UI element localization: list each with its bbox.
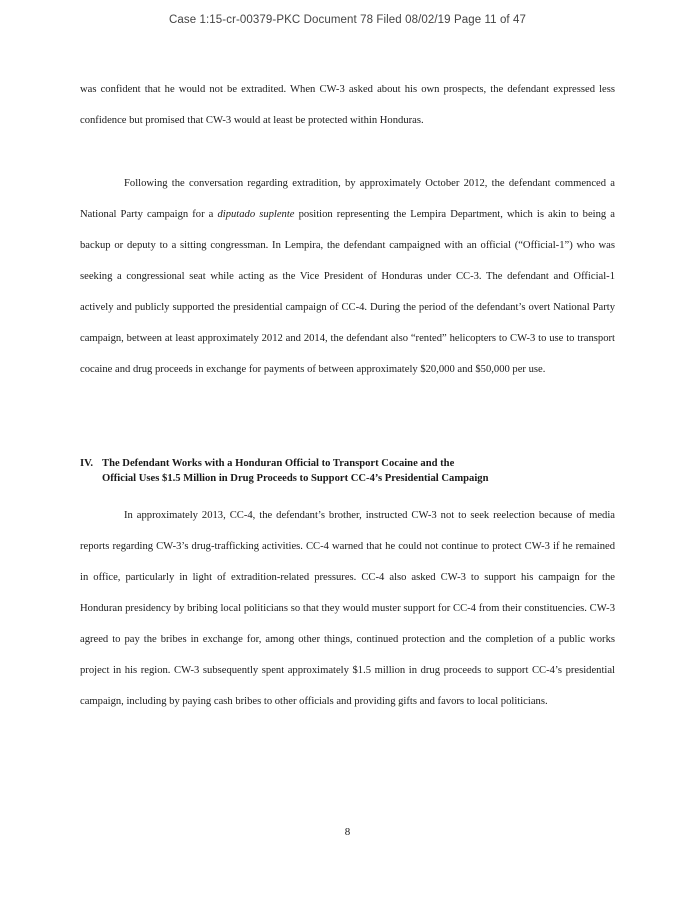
paragraph-2-part-2: position representing the Lempira Department, which is akin to being a backup or deputy to a sitting congressman. In Lempira, the defendant campaigned with an official (“Official-1”) who was seeking a congressional seat while acting as the Vice President of Honduras under CC-3. The defendant and Official-1 actively and publicly supported the presidential campaign of CC-4. During the period of the defendant’s overt National Party campaign, between at least approximately 2012 and 2014, the defendant also “rented” helicopters to CW-3 to use to transport cocaine and drug proceeds in exchange for payments of between approximately $20,000 and $50,000 per use. bbox=[80, 209, 615, 375]
section-heading-text-1: The Defendant Works with a Honduran Official to Transport Cocaine and the bbox=[102, 458, 455, 469]
paragraph-2-part-1: Following the conversation regarding extradition, by approximately October 2012, the defendant commenced a National Party campaign for a bbox=[80, 178, 615, 220]
section-heading-line-1 bbox=[80, 456, 615, 471]
page-number: 8 bbox=[344, 826, 351, 838]
section-heading-iv bbox=[80, 456, 615, 486]
paragraph-bribes: In approximately 2013, CC-4, the defendant’s brother, instructed CW-3 not to seek reelection because of media reports regarding CW-3’s drug-trafficking activities. CC-4 warned that he could not continue to protect CW-3 if he remained in office, particularly in light of extradition-related pressures. CC-4 also asked CW-3 to support his campaign for the Honduran presidency by bribing local politicians so that they would muster support for CC-4 from their constituencies. CW-3 agreed to pay the bribes in exchange for, among other things, continued protection and the completion of a public works project in his region. CW-3 subsequently spent approximately $1.5 million in drug proceeds to support CC-4’s presidential campaign, including by paying cash bribes to other officials and providing gifts and favors to local politicians. bbox=[80, 510, 615, 707]
paragraph-extradition-campaign bbox=[80, 168, 615, 385]
section-heading-line-2: Official Uses $1.5 Million in Drug Proceeds to Support CC-4’s Presidential Campaign bbox=[102, 473, 489, 484]
paragraph-continuation: was confident that he would not be extradited. When CW-3 asked about his own prospects, the defendant expressed less confidence but promised that CW-3 would at least be protected within Honduras. bbox=[80, 84, 615, 126]
italic-term-diputado-suplente: diputado suplente bbox=[217, 209, 295, 220]
section-number: IV. bbox=[80, 458, 94, 469]
case-header: Case 1:15-cr-00379-PKC Document 78 Filed 08/02/19 Page 11 of 47 bbox=[168, 14, 527, 26]
